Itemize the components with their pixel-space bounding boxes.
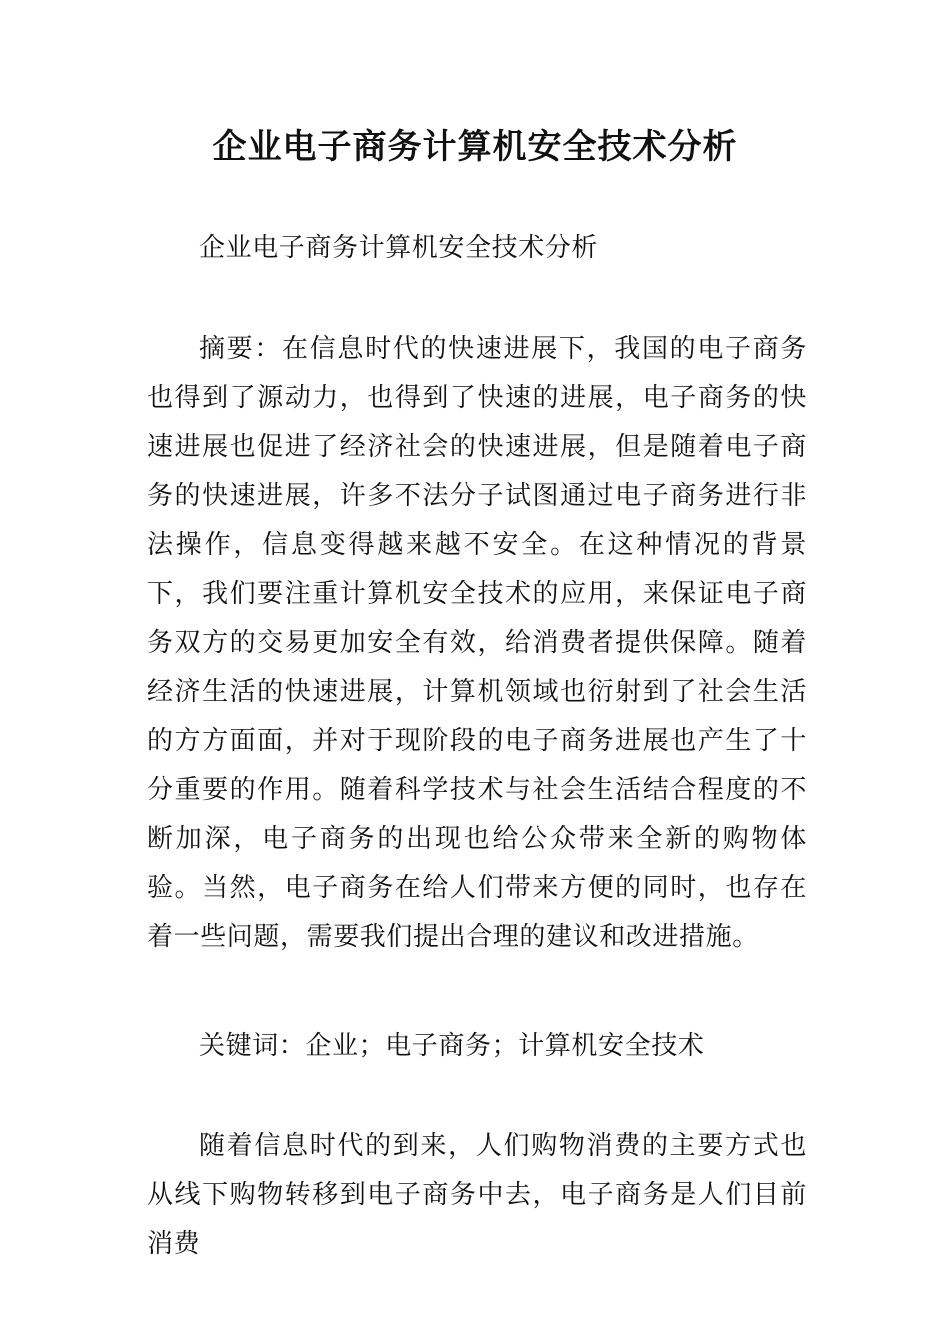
document-subtitle: 企业电子商务计算机安全技术分析 (199, 233, 599, 263)
keywords-paragraph: 关键词：企业；电子商务；计算机安全技术 (199, 1031, 705, 1061)
intro-paragraph: 随着信息时代的到来，人们购物消费的主要方式也从线下购物转移到电子商务中去，电子商务是人们目前消费 (147, 1131, 807, 1259)
abstract-paragraph: 摘要：在信息时代的快速进展下，我国的电子商务也得到了源动力，也得到了快速的进展，电子商务的快速进展也促进了经济社会的快速进展，但是随着电子商务的快速进展，许多不法分子试图通过电子商务进行非法操作，信息变得越来越不安全。在这种情况的背景下，我们要注重计算机安全技术的应用，来保证电子商务双方的交易更加安全有效，给消费者提供保障。随着经济生活的快速进展，计算机领域也衍射到了社会生活的方方面面，并对于现阶段的电子商务进展也产生了十分重要的作用。随着科学技术与社会生活结合程度的不断加深，电子商务的出现也给公众带来全新的购物体验。当然，电子商务在给人们带来方便的同时，也存在着一些问题，需要我们提出合理的建议和改进措施。 (147, 334, 807, 952)
document-title: 企业电子商务计算机安全技术分析 (212, 127, 738, 167)
